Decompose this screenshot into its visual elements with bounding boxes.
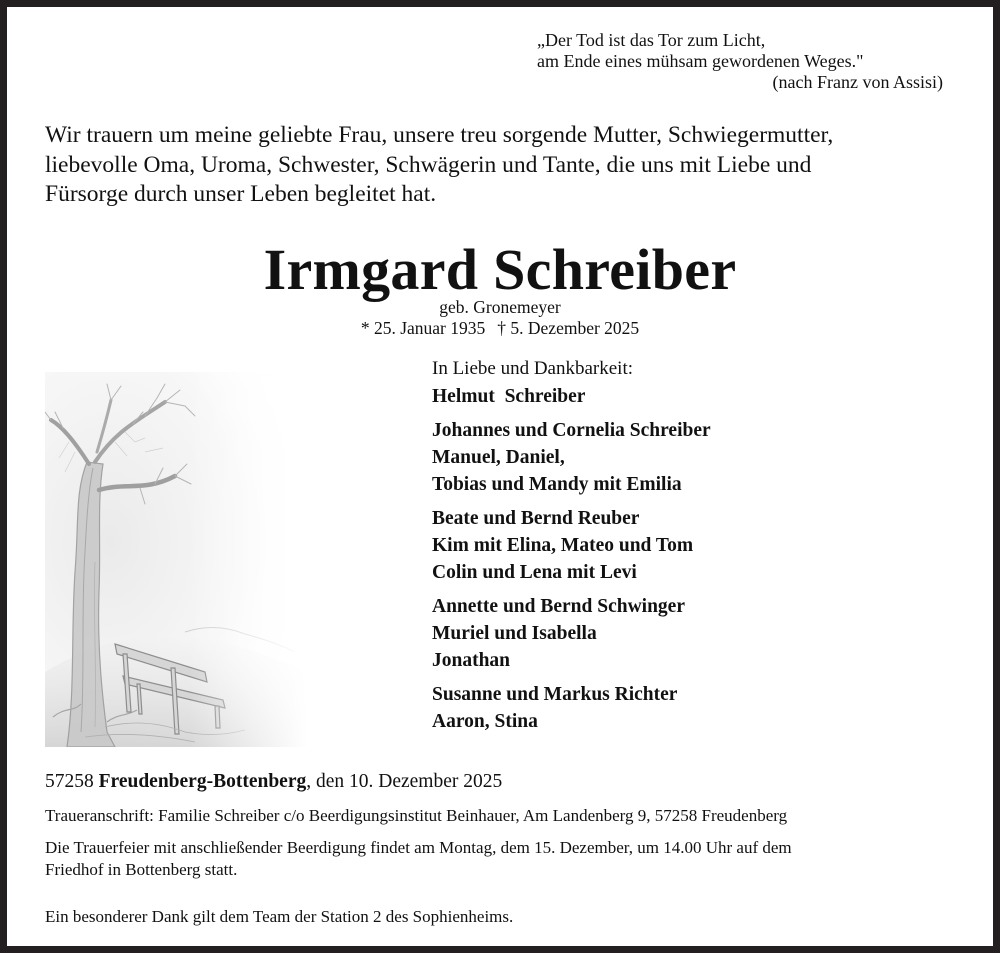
birth-date: * 25. Januar 1935 bbox=[360, 318, 486, 338]
thanks-note: Ein besonderer Dank gilt dem Team der Station 2 des Sophienheims. bbox=[45, 907, 514, 926]
signatory-group bbox=[432, 505, 952, 586]
signatory-line: Susanne und Markus Richter bbox=[432, 684, 678, 705]
signatories bbox=[432, 357, 952, 742]
ceremony-line: Die Trauerfeier mit anschließender Beerdigung findet am Montag, dem 15. Dezember, um 14.00 Uhr auf dem bbox=[45, 838, 792, 857]
intro-paragraph bbox=[45, 121, 975, 210]
deceased-name: Irmgard Schreiber bbox=[263, 237, 737, 302]
maiden-name: geb. Gronemeyer bbox=[439, 297, 561, 317]
epigraph-quote bbox=[537, 30, 947, 93]
intro-line: Wir trauern um meine geliebte Frau, unsere treu sorgende Mutter, Schwiegermutter, bbox=[45, 122, 834, 148]
notice-date: , den 10. Dezember 2025 bbox=[306, 771, 503, 792]
signatory-group bbox=[432, 417, 952, 498]
signatory-group bbox=[432, 681, 952, 735]
life-dates bbox=[7, 317, 993, 339]
signatory-line: Jonathan bbox=[432, 650, 511, 671]
signatory-line: Aaron, Stina bbox=[432, 711, 538, 732]
postal-code: 57258 bbox=[45, 771, 94, 792]
signatory-line: Johannes und Cornelia Schreiber bbox=[432, 420, 711, 441]
death-date: † 5. Dezember 2025 bbox=[497, 318, 640, 338]
signatory-line: Annette und Bernd Schwinger bbox=[432, 596, 685, 617]
signatory-group bbox=[432, 383, 952, 410]
intro-line: Fürsorge durch unser Leben begleitet hat. bbox=[45, 181, 437, 207]
signatory-group bbox=[432, 593, 952, 674]
signatory-line: Beate und Bernd Reuber bbox=[432, 508, 640, 529]
place-name: Freudenberg-Bottenberg bbox=[98, 771, 307, 792]
quote-line: am Ende eines mühsam gewordenen Weges." bbox=[537, 51, 864, 71]
quote-line: „Der Tod ist das Tor zum Licht, bbox=[537, 30, 766, 50]
intro-line: liebevolle Oma, Uroma, Schwester, Schwägerin und Tante, die uns mit Liebe und bbox=[45, 151, 812, 178]
deceased-block bbox=[7, 239, 993, 339]
ceremony-line: Friedhof in Bottenberg statt. bbox=[45, 860, 238, 879]
ceremony-info bbox=[45, 837, 975, 881]
tree-bench-illustration bbox=[45, 372, 307, 747]
signatory-line: Kim mit Elina, Mateo und Tom bbox=[432, 535, 694, 556]
mourning-address: Traueranschrift: Familie Schreiber c/o Beerdigungsinstitut Beinhauer, Am Landenberg 9, 57258 Freudenberg bbox=[45, 806, 788, 825]
signatory-line: Manuel, Daniel, bbox=[432, 447, 565, 468]
signatory-line: Tobias und Mandy mit Emilia bbox=[432, 474, 682, 495]
signatory-line: Helmut Schreiber bbox=[432, 386, 586, 407]
signatory-line: Colin und Lena mit Levi bbox=[432, 562, 637, 583]
quote-attribution: (nach Franz von Assisi) bbox=[772, 72, 943, 92]
place-date-line bbox=[45, 770, 502, 794]
signatories-lead: In Liebe und Dankbarkeit: bbox=[432, 358, 634, 379]
signatory-line: Muriel und Isabella bbox=[432, 623, 597, 644]
